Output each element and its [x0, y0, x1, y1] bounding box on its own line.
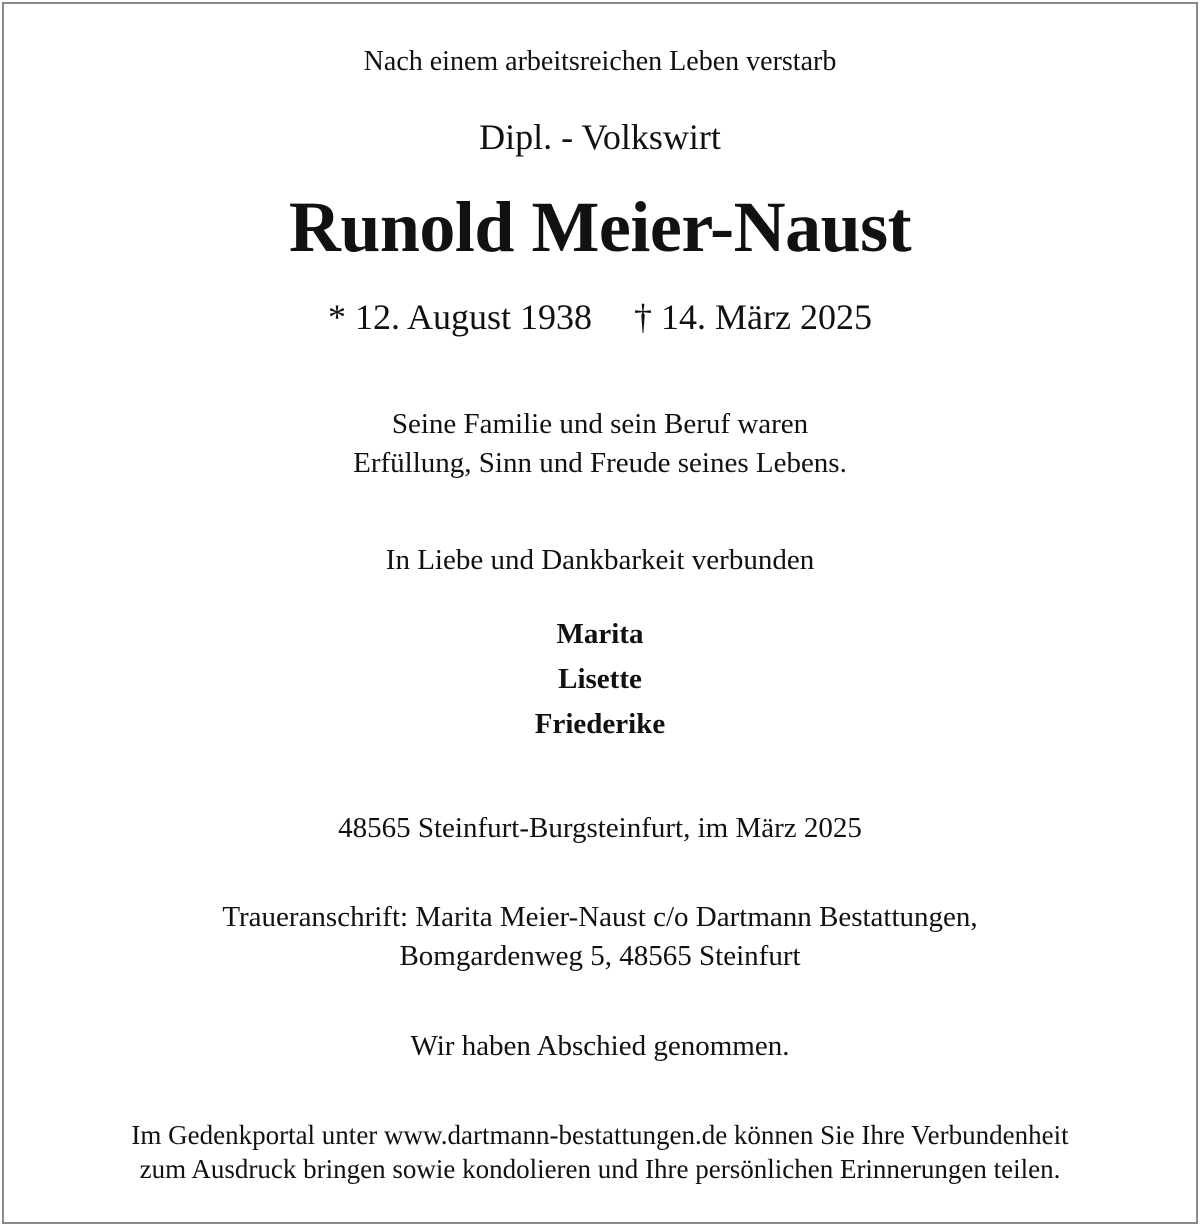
quote-line: Erfüllung, Sinn und Freude seines Lebens.	[353, 447, 847, 479]
life-dates	[4, 296, 1196, 338]
portal-note-line: Im Gedenkportal unter www.dartmann-bestattungen.de können Sie Ihre Verbundenheit	[131, 1120, 1069, 1150]
farewell-text: Wir haben Abschied genommen.	[410, 1030, 790, 1062]
intro-text: Nach einem arbeitsreichen Leben verstarb	[363, 46, 837, 77]
family-member: Friederike	[534, 708, 666, 740]
deceased-name: Runold Meier-Naust	[288, 187, 912, 267]
death-date: † 14. März 2025	[634, 297, 872, 337]
mourning-address-line: Traueranschrift: Marita Meier-Naust c/o Dartmann Bestattungen,	[222, 901, 978, 933]
family-member: Lisette	[558, 663, 642, 695]
obituary-notice	[2, 2, 1198, 1224]
place-date: 48565 Steinfurt-Burgsteinfurt, im März 2025	[338, 812, 862, 844]
bond-text: In Liebe und Dankbarkeit verbunden	[385, 544, 815, 576]
mourning-address-line: Bomgardenweg 5, 48565 Steinfurt	[399, 940, 801, 972]
birth-date: * 12. August 1938	[328, 297, 593, 337]
portal-note-line: zum Ausdruck bringen sowie kondolieren und Ihre persönlichen Erinnerungen teilen.	[139, 1154, 1061, 1184]
family-member: Marita	[556, 618, 644, 650]
quote-line: Seine Familie und sein Beruf waren	[391, 408, 809, 440]
academic-title: Dipl. - Volkswirt	[479, 117, 721, 157]
